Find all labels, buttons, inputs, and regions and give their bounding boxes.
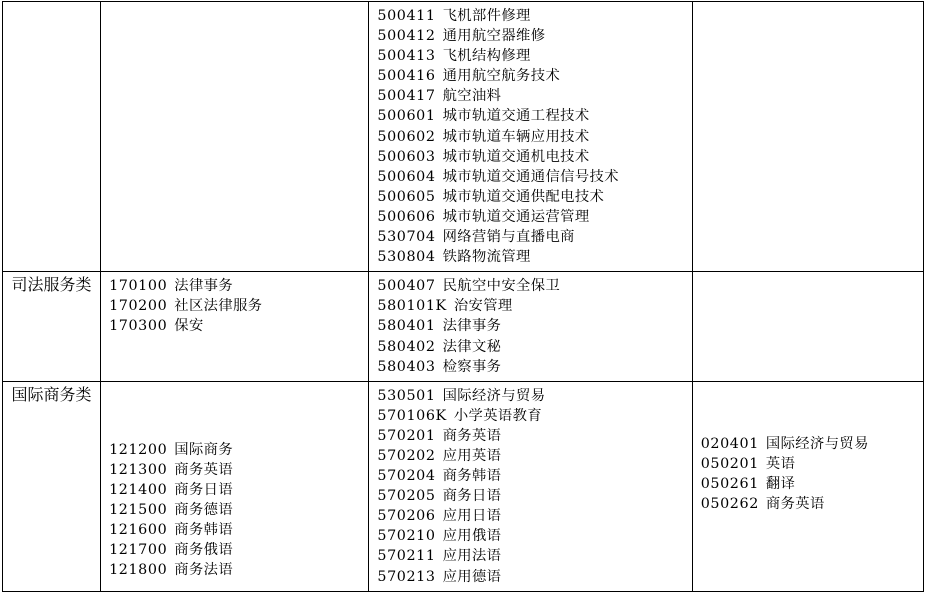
list-item [109, 480, 362, 500]
main-codes-cell [369, 381, 692, 591]
major-code: 580403 [377, 358, 436, 375]
major-code: 050261 [700, 475, 759, 492]
category-cell [3, 381, 101, 591]
middle-codes-cell [101, 381, 369, 591]
major-name: 商务英语 [174, 461, 234, 478]
major-name: 飞机结构修理 [442, 48, 531, 65]
major-name: 保安 [174, 318, 204, 335]
list-item [377, 46, 685, 66]
list-item [377, 386, 685, 406]
table-row [3, 381, 924, 591]
list-item [377, 207, 685, 227]
major-name: 城市轨道交通运营管理 [442, 208, 590, 225]
list-item [109, 560, 362, 580]
major-code: 580101K [377, 298, 447, 315]
major-name: 小学英语教育 [453, 407, 543, 424]
major-code: 121400 [109, 481, 168, 498]
list-item [377, 316, 685, 336]
major-name: 商务英语 [765, 495, 825, 512]
category-cell [3, 2, 101, 272]
list-item [701, 434, 917, 454]
list-item [109, 440, 362, 460]
list-item [377, 187, 685, 207]
major-code: 050262 [700, 495, 759, 512]
major-name: 应用俄语 [442, 528, 502, 545]
major-code: 050201 [700, 455, 759, 472]
major-name: 铁路物流管理 [442, 249, 531, 266]
major-name: 国际经济与贸易 [442, 387, 546, 404]
major-name: 国际商务 [174, 441, 234, 458]
major-code: 500411 [377, 8, 436, 24]
major-name: 法律事务 [174, 278, 234, 295]
major-code: 121300 [109, 461, 168, 478]
middle-codes-cell [101, 2, 369, 272]
major-name: 航空油料 [442, 88, 502, 105]
right-codes-cell [692, 272, 923, 381]
major-code: 500604 [377, 168, 436, 185]
major-name: 通用航空器维修 [442, 28, 546, 45]
main-codes-cell [369, 272, 692, 381]
major-name: 法律事务 [442, 318, 502, 335]
major-name: 商务韩语 [442, 468, 502, 485]
major-code: 500606 [377, 208, 436, 225]
code-list [109, 440, 362, 581]
major-name: 应用法语 [442, 548, 502, 565]
table-body [3, 2, 924, 592]
document-page [0, 1, 926, 585]
major-name: 网络营销与直播电商 [442, 229, 575, 246]
major-name: 商务英语 [442, 427, 502, 444]
major-code: 570204 [377, 468, 436, 485]
list-item [377, 66, 685, 86]
major-name: 治安管理 [453, 298, 513, 315]
major-code: 170200 [109, 298, 168, 315]
list-item [109, 460, 362, 480]
major-code: 121800 [109, 562, 168, 579]
list-item [377, 26, 685, 46]
major-code: 530704 [377, 229, 436, 246]
major-code: 500605 [377, 188, 436, 205]
list-item [109, 316, 362, 336]
major-code: 500412 [377, 28, 436, 45]
list-item [377, 106, 685, 126]
major-name: 商务日语 [174, 481, 234, 498]
list-item [377, 86, 685, 106]
list-item [377, 546, 685, 566]
major-name: 商务法语 [174, 562, 234, 579]
major-name: 商务俄语 [174, 542, 234, 559]
middle-codes-cell [101, 272, 369, 381]
list-item [377, 526, 685, 546]
list-item [109, 296, 362, 316]
list-item [109, 276, 362, 296]
major-code: 570213 [377, 568, 436, 585]
major-code: 121600 [109, 522, 168, 539]
list-item [377, 426, 685, 446]
major-name: 民航空中安全保卫 [442, 278, 561, 295]
major-code: 121200 [109, 441, 168, 458]
list-item [377, 147, 685, 167]
major-code: 121500 [109, 501, 168, 518]
major-name: 应用日语 [442, 508, 502, 525]
right-codes-cell [692, 381, 923, 591]
table-row [3, 272, 924, 381]
major-name: 检察事务 [442, 358, 502, 375]
major-code: 500417 [377, 88, 436, 105]
major-name: 城市轨道车辆应用技术 [442, 128, 590, 145]
list-item [377, 406, 685, 426]
table-row [3, 2, 924, 272]
major-name: 社区法律服务 [174, 298, 263, 315]
list-item [377, 167, 685, 187]
major-name: 城市轨道交通工程技术 [442, 108, 590, 125]
list-item [377, 446, 685, 466]
right-codes-cell [692, 2, 923, 272]
list-item [377, 567, 685, 587]
major-code: 500601 [377, 108, 436, 125]
major-code: 500416 [377, 68, 436, 85]
category-label: 国际商务类 [11, 384, 92, 404]
major-name: 翻译 [765, 475, 796, 492]
list-item [701, 454, 917, 474]
list-item [377, 466, 685, 486]
major-code: 570206 [377, 508, 436, 525]
major-code: 530501 [377, 387, 436, 404]
code-list [701, 434, 917, 514]
list-item [701, 494, 917, 514]
major-code: 121700 [109, 542, 168, 559]
major-name: 应用德语 [442, 568, 502, 585]
list-item [109, 520, 362, 540]
major-mapping-table [2, 1, 924, 592]
major-code: 570106K [377, 407, 447, 424]
major-code: 500407 [377, 278, 436, 295]
major-code: 580402 [377, 338, 436, 355]
major-name: 英语 [765, 455, 796, 472]
list-item [701, 474, 917, 494]
major-name: 法律文秘 [442, 338, 502, 355]
list-item [377, 276, 685, 296]
list-item [377, 506, 685, 526]
major-code: 530804 [377, 249, 436, 266]
major-name: 商务德语 [174, 501, 234, 518]
code-list [377, 276, 685, 376]
major-code: 170100 [109, 278, 168, 295]
major-code: 570202 [377, 447, 436, 464]
major-name: 城市轨道交通供配电技术 [442, 188, 605, 205]
major-name: 商务日语 [442, 488, 502, 505]
major-name: 飞机部件修理 [442, 8, 531, 24]
major-code: 570205 [377, 488, 436, 505]
code-list [109, 276, 362, 336]
major-code: 170300 [109, 318, 168, 335]
list-item [377, 486, 685, 506]
major-name: 商务韩语 [174, 522, 234, 539]
list-item [109, 500, 362, 520]
major-code: 020401 [700, 435, 759, 452]
major-name: 城市轨道交通机电技术 [442, 148, 590, 165]
major-name: 通用航空航务技术 [442, 68, 561, 85]
major-code: 500602 [377, 128, 436, 145]
list-item [109, 540, 362, 560]
list-item [377, 247, 685, 267]
list-item [377, 296, 685, 316]
major-code: 570211 [377, 548, 436, 565]
main-codes-cell [369, 2, 692, 272]
list-item [377, 357, 685, 377]
list-item [377, 6, 685, 26]
list-item [377, 227, 685, 247]
major-code: 570210 [377, 528, 436, 545]
list-item [377, 337, 685, 357]
category-cell [3, 272, 101, 381]
major-code: 580401 [377, 318, 436, 335]
major-code: 500603 [377, 148, 436, 165]
major-code: 570201 [377, 427, 436, 444]
major-name: 应用英语 [442, 447, 502, 464]
list-item [377, 127, 685, 147]
major-name: 城市轨道交通通信信号技术 [442, 168, 619, 185]
major-name: 国际经济与贸易 [765, 435, 869, 452]
major-code: 500413 [377, 48, 436, 65]
category-label: 司法服务类 [11, 275, 92, 295]
code-list [377, 6, 685, 267]
code-list [377, 386, 685, 587]
